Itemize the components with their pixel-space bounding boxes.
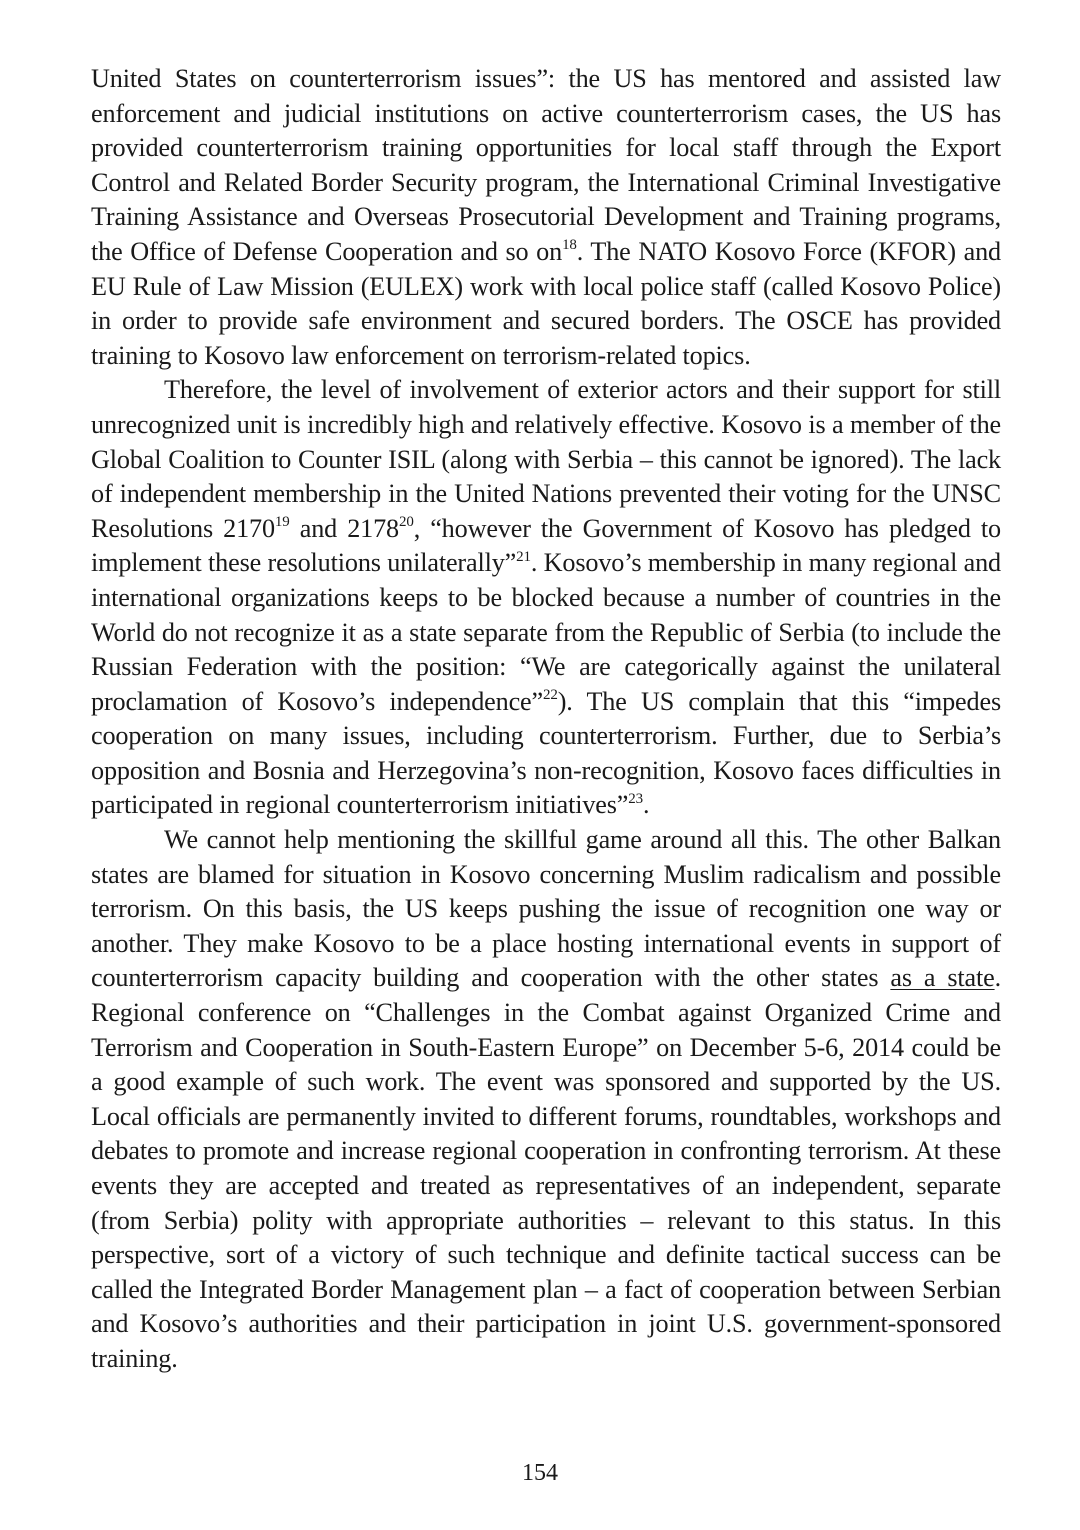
footnote-reference: 21	[516, 548, 531, 565]
footnote-reference: 23	[628, 790, 643, 807]
underlined-emphasis: as a state	[890, 963, 995, 993]
footnote-reference: 19	[274, 513, 290, 530]
page-number: 154	[522, 1460, 558, 1486]
document-page-body	[91, 62, 1001, 1377]
paragraph-2: Therefore, the level of involvement of exterior actors and their support for still unrecognized unit is incredibly high and relatively effective. Kosovo is a member of the Global Coalition to Counter ISIL (along with Serbia – this cannot be ignored). The lack of independent membership in the United Nations prevented their voting for the UNSC Resolutions 2170$^{19}$ and 2178$^{20}$, “however the Government of Kosovo has pledged to implement these resolutions unilaterally”$^{21}$. Kosovo’s membership in many regional and international organizations keeps to be blocked because a number of countries in the World do not recognize it as a state separate from the Republic of Serbia (to include the Russian Federation with the position: “We are categorically against the unilateral proclamation of Kosovo’s independence”$^{22}$). The US complain that this “impedes cooperation on many issues, including counterterrorism. Further, due to Serbia’s opposition and Bosnia and Herzegovina’s non-recognition, Kosovo faces difficulties in participated in regional counterterrorism initiatives”$^{23}$.	[91, 375, 1001, 820]
footnote-reference: 20	[399, 513, 414, 530]
paragraph-1: United States on counterterrorism issues”: the US has mentored and assisted law enforcement and judicial institutions on active counterterrorism cases, the US has provided counterterrorism training opportunities for local staff through the Export Control and Related Border Security program, the International Criminal Investigative Training Assistance and Overseas Prosecutorial Development and Training programs, the Office of Defense Cooperation and so $on^{18}$. The NATO Kosovo Force (KFOR) and EU Rule of Law Mission (EULEX) work with local police staff (called Kosovo Police) in order to provide safe environment and secured borders. The OSCE has provided training to Kosovo law enforcement on terrorism-related topics.	[91, 64, 1001, 370]
footnote-reference: 18	[562, 237, 577, 254]
footnote-reference: 22	[543, 686, 558, 703]
paragraph-3: We cannot help mentioning the skillful game around all this. The other Balkan states are blamed for situation in Kosovo concerning Muslim radicalism and possible terrorism. On this basis, the US keeps pushing the issue of recognition one way or another. They make Kosovo to be a place hosting international events in support of counterterrorism capacity building and cooperation with the other states as a state. Regional conference on “Challenges in the Combat against Organized Crime and Terrorism and Cooperation in South-Eastern Europe” on December 5-6, 2014 could be a good example of such work. The event was sponsored and supported by the US. Local officials are permanently invited to different forums, roundtables, workshops and debates to promote and increase regional cooperation in confronting terrorism. At these events they are accepted and treated as representatives of an independent, separate (from Serbia) polity with appropriate authorities – relevant to this status. In this perspective, sort of a victory of such technique and definite tactical success can be called the Integrated Border Management plan – a fact of cooperation between Serbian and Kosovo’s authorities and their participation in joint U.S. government-sponsored training.	[91, 825, 1001, 1373]
